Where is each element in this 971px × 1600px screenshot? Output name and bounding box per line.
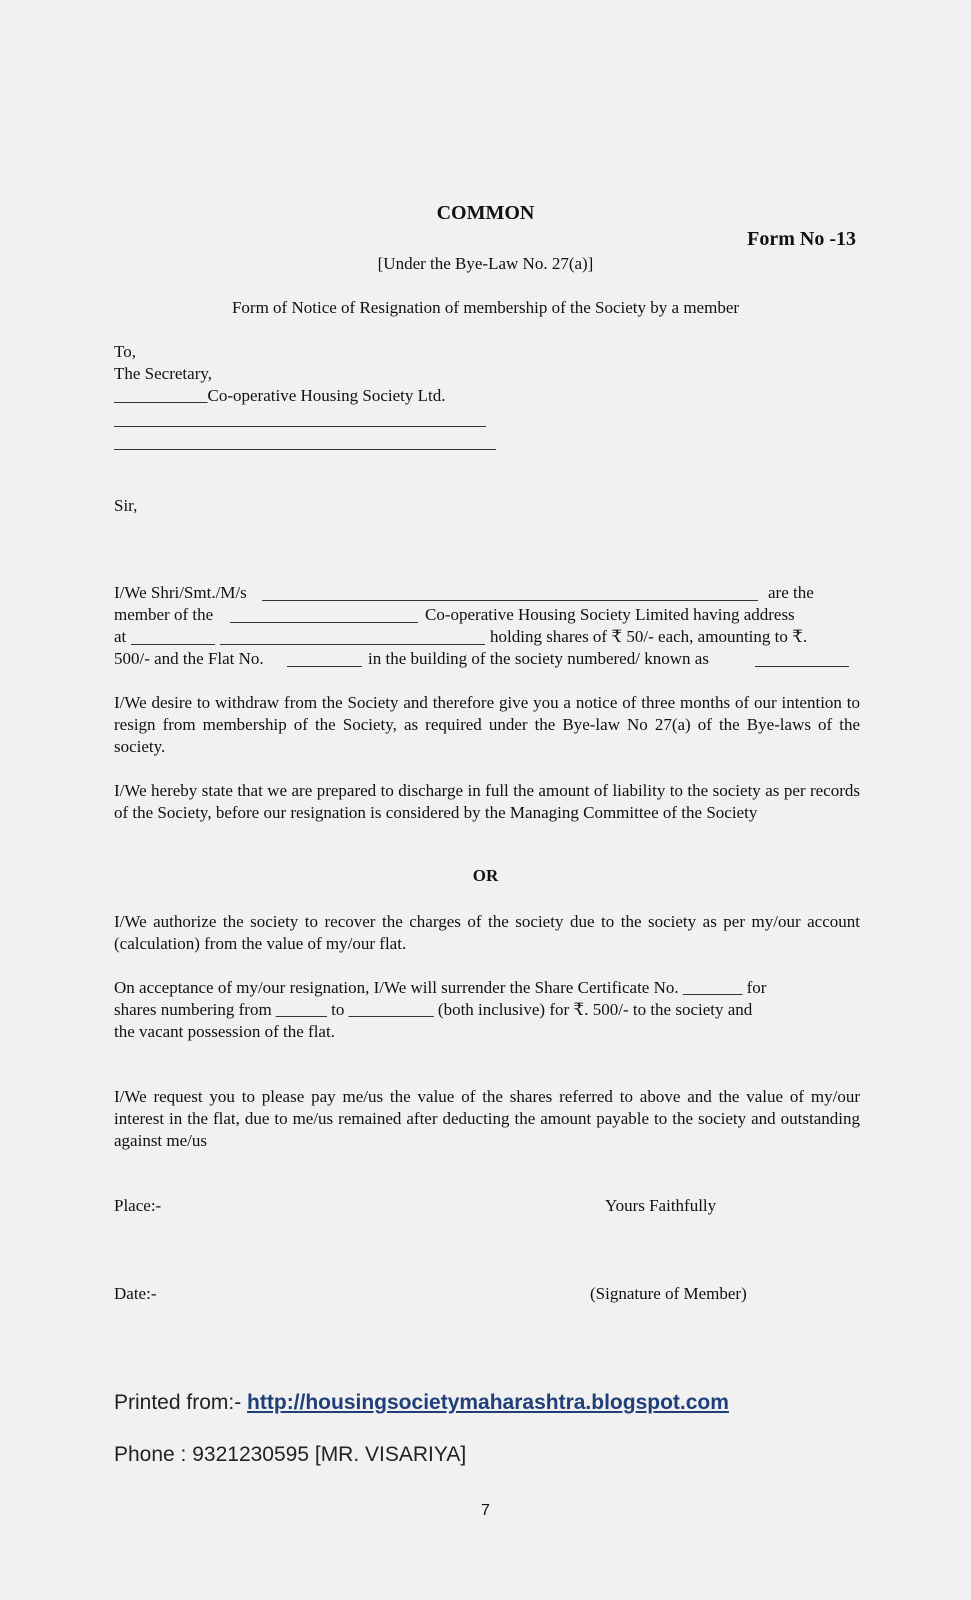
surrender-line-2: shares numbering from ______ to __________ (both inclusive) for ₹. 500/- to the society and bbox=[114, 1000, 753, 1019]
phone-line: Phone : 9321230595 [MR. VISARIYA] bbox=[114, 1443, 467, 1466]
salutation: Sir, bbox=[114, 496, 138, 515]
request-paragraph: I/We request you to please pay me/us the value of the shares referred to above and the value of my/our interest in the flat, due to me/us remained after deducting the amount payable to the society and outstanding against me/us bbox=[114, 1087, 860, 1150]
address-blank-line-1 bbox=[114, 426, 486, 427]
form-number: Form No -13 bbox=[747, 228, 856, 250]
yours-faithfully: Yours Faithfully bbox=[605, 1196, 717, 1215]
surrender-line-3: the vacant possession of the flat. bbox=[114, 1022, 335, 1041]
address-secretary: The Secretary, bbox=[114, 364, 213, 383]
address-to: To, bbox=[114, 342, 136, 361]
address-society: ___________Co-operative Housing Society Ltd. bbox=[114, 386, 446, 405]
form-title: COMMON bbox=[436, 202, 535, 224]
member-line-1-suffix: are the bbox=[768, 583, 814, 602]
member-line-4-prefix: 500/- and the Flat No. bbox=[114, 649, 264, 668]
member-line-2-prefix: member of the bbox=[114, 605, 214, 624]
member-line-1-prefix: I/We Shri/Smt./M/s bbox=[114, 583, 247, 602]
date-label: Date:- bbox=[114, 1284, 157, 1303]
member-name-blank bbox=[262, 600, 758, 601]
or-separator: OR bbox=[472, 866, 499, 885]
form-subtitle: Form of Notice of Resignation of membership of the Society by a member bbox=[231, 298, 740, 317]
member-line-1 bbox=[114, 582, 247, 604]
printed-from-label: Printed from:- bbox=[114, 1391, 248, 1414]
member-line-4-middle: in the building of the society numbered/ known as bbox=[368, 649, 709, 668]
flat-no-blank bbox=[287, 666, 362, 667]
member-line-2-suffix: Co-operative Housing Society Limited having address bbox=[425, 605, 795, 624]
authorize-paragraph: I/We authorize the society to recover the charges of the society due to the society as per my/our account (calculation) from the value of my/our flat. bbox=[114, 912, 860, 953]
address-blank-a bbox=[131, 644, 215, 645]
signature-label: (Signature of Member) bbox=[590, 1284, 747, 1303]
bye-law-reference: [Under the Bye-Law No. 27(a)] bbox=[377, 254, 594, 273]
building-name-blank bbox=[755, 666, 849, 667]
source-link[interactable]: http://housingsocietymaharashtra.blogspot.com bbox=[247, 1391, 729, 1414]
place-label: Place:- bbox=[114, 1196, 162, 1215]
member-line-3-suffix: holding shares of ₹ 50/- each, amounting to ₹. bbox=[490, 627, 808, 646]
address-blank-b bbox=[220, 644, 485, 645]
page-number: 7 bbox=[481, 1502, 490, 1519]
society-name-blank bbox=[230, 622, 418, 623]
withdraw-paragraph: I/We desire to withdraw from the Society and therefore give you a notice of three months of our intention to resign from membership of the Society, as required under the Bye-law No 27(a) of the Bye-laws of the society. bbox=[114, 693, 860, 756]
address-blank-line-2 bbox=[114, 449, 496, 450]
liability-paragraph: I/We hereby state that we are prepared to discharge in full the amount of liability to the society as per records of the Society, before our resignation is considered by the Managing Committee of the Society bbox=[114, 781, 860, 822]
member-line-3-prefix: at bbox=[114, 627, 127, 646]
surrender-line-1: On acceptance of my/our resignation, I/We will surrender the Share Certificate No. _______ for bbox=[114, 978, 767, 997]
printed-from bbox=[114, 1391, 729, 1415]
